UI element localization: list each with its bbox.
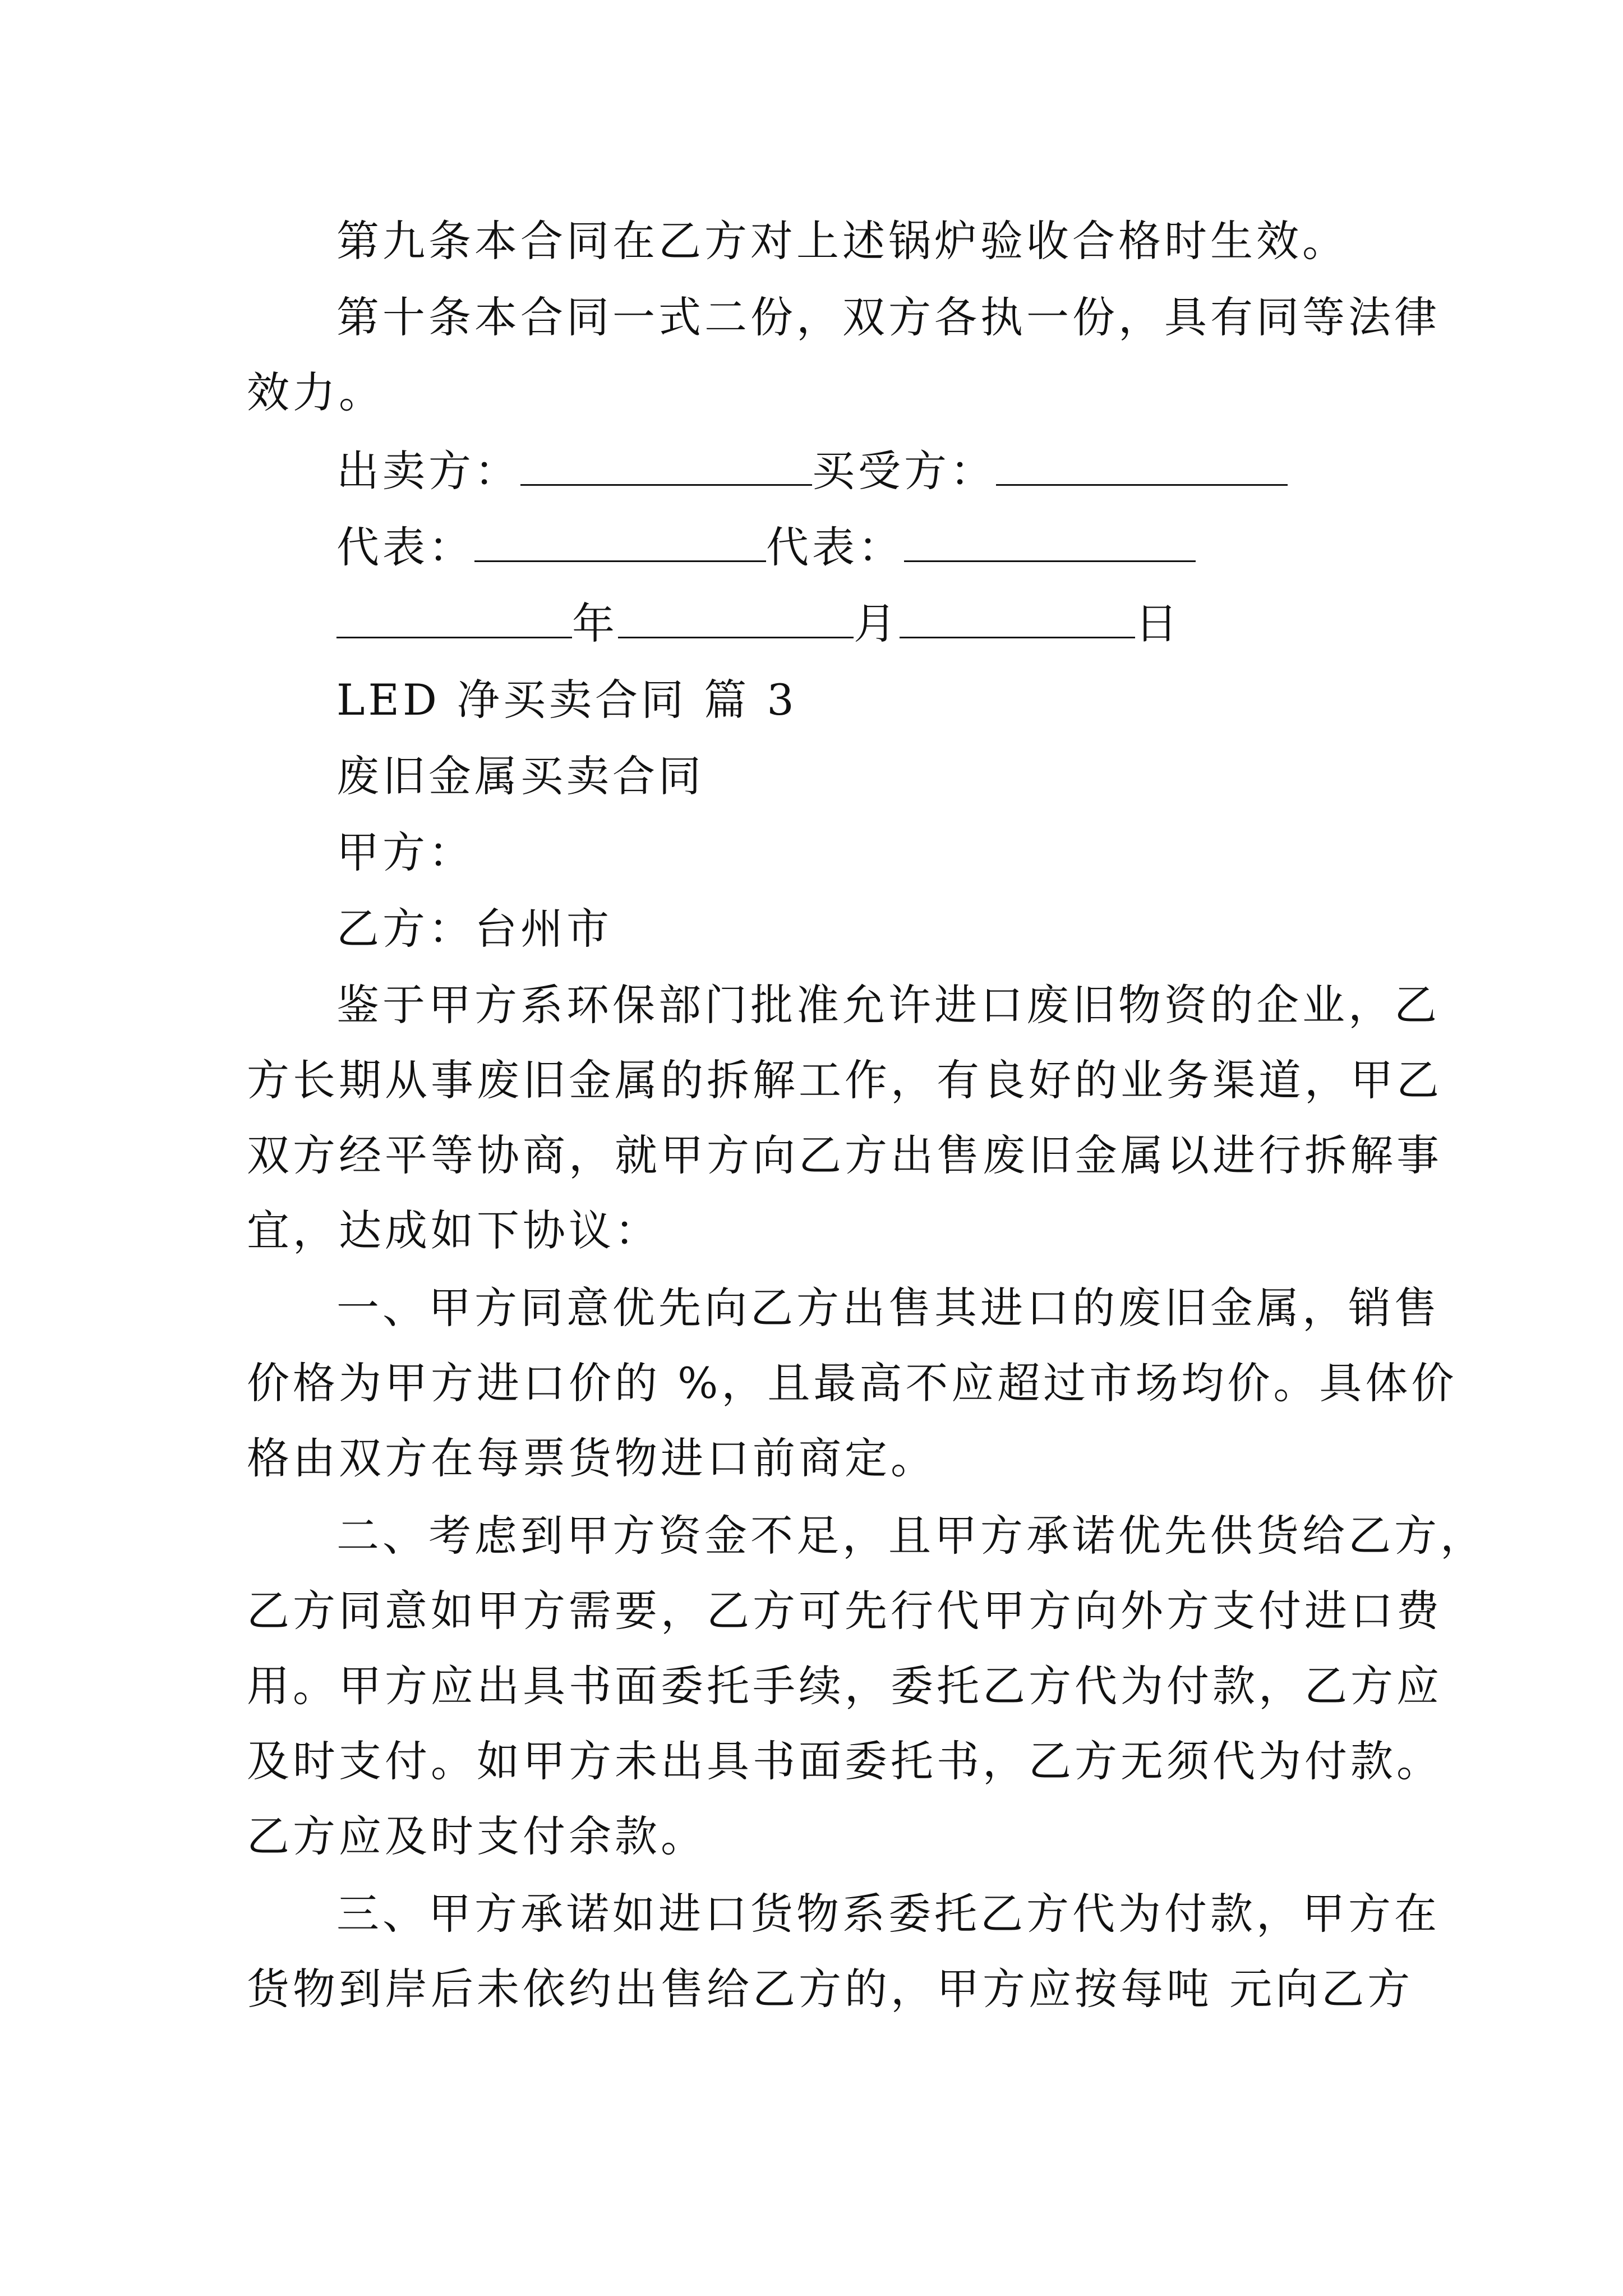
day-label: 日 [1135, 599, 1181, 648]
seller-buyer-line [336, 443, 1288, 499]
party-a: 甲方： [336, 827, 474, 877]
representative-label-1: 代表： [336, 522, 474, 572]
article-9: 第九条本合同在乙方对上述锅炉验收合格时生效。 [336, 216, 1348, 266]
party-b: 乙方：台州市 [336, 904, 612, 954]
clause-3-line-2: 货物到岸后未依约出售给乙方的，甲方应按每吨 元向乙方 [247, 1964, 1414, 2014]
article-10-line-2: 效力。 [247, 367, 385, 417]
clause-2-line-5: 乙方应及时支付余款。 [247, 1811, 707, 1861]
buyer-label: 买受方： [812, 446, 996, 496]
preamble-line-3: 双方经平等协商，就甲方向乙方出售废旧金属以进行拆解事 [247, 1130, 1442, 1180]
month-blank [618, 596, 854, 638]
representative-blank-2 [904, 520, 1196, 562]
clause-2-line-2: 乙方同意如甲方需要，乙方可先行代甲方向外方支付进口费 [247, 1586, 1442, 1636]
year-blank [336, 596, 572, 638]
clause-1-line-3: 格由双方在每票货物进口前商定。 [247, 1433, 937, 1483]
clause-1-line-1: 一、甲方同意优先向乙方出售其进口的废旧金属，销售 [336, 1283, 1440, 1333]
preamble-line-1: 鉴于甲方系环保部门批准允许进口废旧物资的企业，乙 [336, 980, 1440, 1030]
clause-2-line-3: 用。甲方应出具书面委托手续，委托乙方代为付款，乙方应 [247, 1661, 1442, 1711]
clause-3-line-1: 三、甲方承诺如进口货物系委托乙方代为付款，甲方在 [336, 1889, 1440, 1939]
year-label: 年 [572, 599, 618, 648]
date-line [336, 596, 1181, 652]
contract-title: 废旧金属买卖合同 [336, 751, 704, 801]
clause-1-line-2: 价格为甲方进口价的 %，且最高不应超过市场均价。具体价 [247, 1358, 1458, 1408]
buyer-blank [996, 444, 1288, 486]
representative-blank-1 [474, 520, 766, 562]
article-10-line-1: 第十条本合同一式二份，双方各执一份，具有同等法律 [336, 292, 1440, 342]
preamble-line-2: 方长期从事废旧金属的拆解工作，有良好的业务渠道，甲乙 [247, 1055, 1442, 1105]
month-label: 月 [854, 599, 900, 648]
clause-2-line-4: 及时支付。如甲方未出具书面委托书，乙方无须代为付款。 [247, 1736, 1442, 1786]
seller-label: 出卖方： [336, 446, 520, 496]
preamble-line-4: 宜，达成如下协议： [247, 1205, 661, 1255]
clause-2-line-1: 二、考虑到甲方资金不足，且甲方承诺优先供货给乙方， [336, 1511, 1486, 1561]
seller-blank [520, 444, 812, 486]
representative-line [336, 519, 1196, 576]
section-heading: LED 净买卖合同 篇 3 [336, 675, 797, 725]
representative-label-2: 代表： [766, 522, 904, 572]
day-blank [900, 596, 1135, 638]
